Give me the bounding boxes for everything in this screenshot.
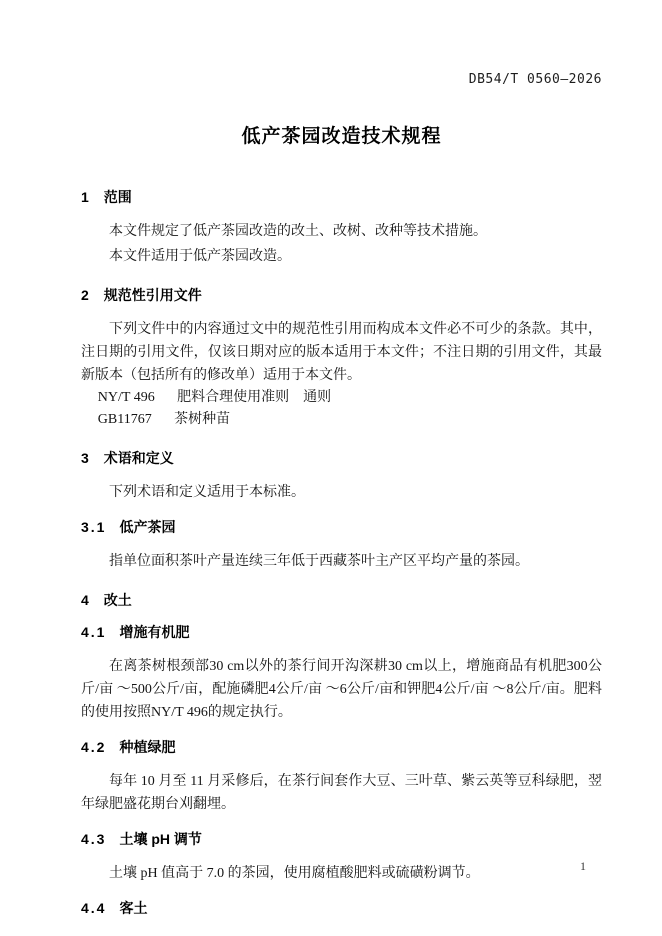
section-4-1-paragraph: 在离茶树根颈部30 cm以外的茶行间开沟深耕30 cm以上，增施商品有机肥300公斤/亩 ～500公斤/亩，配施磷肥4公斤/亩 ～6公斤/亩和钾肥4公斤/亩 ～8公斤/亩。肥料的使用按照NY/T 496的规定执行。 [81,659,602,720]
section-4-4-heading [81,900,602,917]
section-1-paragraph-2: 本文件适用于低产茶园改造。 [109,249,291,264]
page-number: 1 [580,859,586,873]
section-1-title: 范围 [103,189,132,205]
section-4-4-number: 4.4 [81,900,107,916]
reference-item-1 [81,387,602,409]
section-4-3-title: 土壤 pH 调节 [119,831,202,847]
section-2-title: 规范性引用文件 [103,287,202,303]
section-4-2-number: 4.2 [81,739,107,755]
section-2-heading [81,287,602,304]
section-3-1-heading [81,519,602,536]
reference-2-code: GB11767 [97,412,152,427]
section-4-title: 改土 [103,592,132,608]
section-2-paragraph: 下列文件中的内容通过文中的规范性引用而构成本文件必不可少的条款。其中，注日期的引用文件，仅该日期对应的版本适用于本文件；不注日期的引用文件，其最新版本（包括所有的修改单）适用于本文件。 [81,322,602,383]
section-4-number: 4 [81,592,91,608]
section-3-1-term: 低产茶园 [119,519,176,535]
section-3-title: 术语和定义 [103,450,174,466]
section-3-paragraph: 下列术语和定义适用于本标准。 [109,485,305,500]
section-4-3-heading [81,831,602,848]
reference-2-name: 茶树种苗 [174,412,231,427]
section-3-1-number: 3.1 [81,519,107,535]
section-1-heading [81,189,602,206]
reference-item-2 [81,409,602,431]
reference-1-code: NY/T 496 [97,390,155,405]
section-4-1-number: 4.1 [81,624,107,640]
section-4-3-number: 4.3 [81,831,107,847]
reference-1-name: 肥料合理使用准则 通则 [177,390,332,405]
section-4-heading [81,592,602,609]
section-4-3-paragraph: 土壤 pH 值高于 7.0 的茶园，使用腐植酸肥料或硫磺粉调节。 [109,866,480,881]
document-title: 低产茶园改造技术规程 [241,126,442,147]
section-3-1-definition: 指单位面积茶叶产量连续三年低于西藏茶叶主产区平均产量的茶园。 [109,554,529,569]
section-4-4-title: 客土 [119,900,148,916]
section-3-number: 3 [81,450,91,466]
section-4-1-heading [81,624,602,641]
section-2-number: 2 [81,287,91,303]
section-4-2-heading [81,739,602,756]
section-4-2-paragraph: 每年 10 月至 11 月采修后，在茶行间套作大豆、三叶草、紫云英等豆科绿肥，翌年绿肥盛花期台刈翻埋。 [81,774,602,812]
section-1-number: 1 [81,189,91,205]
section-4-2-title: 种植绿肥 [119,739,176,755]
section-4-1-title: 增施有机肥 [119,624,190,640]
section-3-heading [81,450,602,467]
section-1-paragraph-1: 本文件规定了低产茶园改造的改土、改树、改种等技术措施。 [109,224,487,239]
standard-code: DB54/T 0560—2026 [468,72,602,87]
